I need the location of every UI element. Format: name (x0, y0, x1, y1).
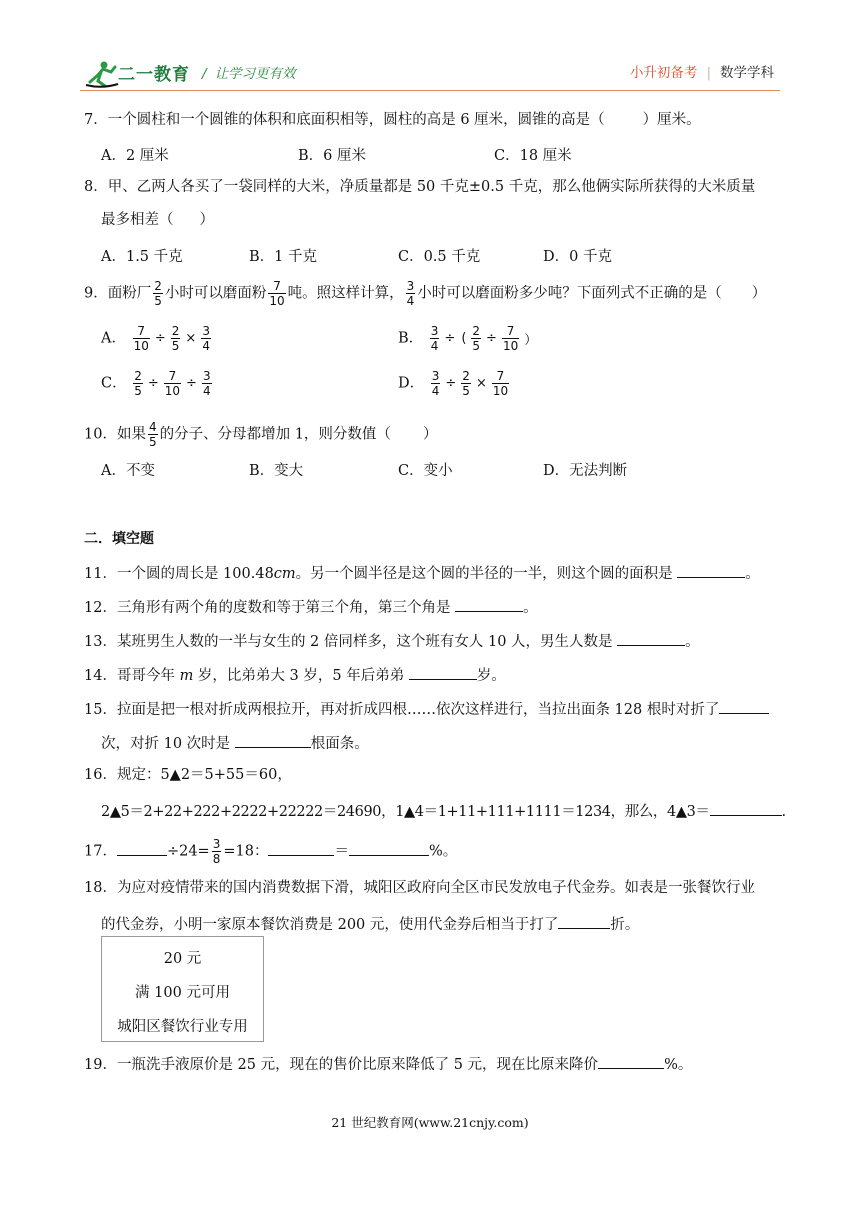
answer-blank[interactable] (677, 561, 745, 578)
exam-tag: 小升初备考 (629, 65, 698, 81)
subject-tag: 数学学科 (720, 65, 774, 81)
logo-text: 二一教育 (118, 65, 190, 85)
answer-blank[interactable] (558, 912, 610, 929)
answer-blank[interactable] (349, 839, 429, 856)
answer-blank[interactable] (719, 697, 769, 714)
question-17: 17． ÷24= $\frac{3}{8}$ =18： ＝ %。 (84, 837, 458, 866)
page-footer[interactable]: 21 世纪教育网(www.21cnjy.com) (331, 1115, 529, 1130)
question-18-cont: 的代金券，小明一家原本餐饮消费是 200 元，使用代金券后相当于打了 折。 (101, 912, 639, 935)
question-8-cont: 最多相差（ ） (101, 212, 214, 228)
q9-option-a: A． $\frac{7}{10}$ ÷ $\frac{2}{5}$ × $\frac{3}{4}$ (101, 324, 210, 353)
question-16-cont: 2▲5＝2+22+222+2222+22222＝24690，1▲4＝1+11+111+1111＝1234，那么，4▲3＝ . (101, 799, 786, 822)
fraction: $\frac{4}{5}$ (148, 420, 157, 449)
coupon-condition: 满 100 元可用 (135, 985, 230, 1001)
header-rule (80, 90, 780, 91)
q9-option-d: D． $\frac{3}{4}$ ÷ $\frac{2}{5}$ × $\frac{7}{10}$ (398, 369, 509, 398)
question-18: 18．为应对疫情带来的国内消费数据下滑，城阳区政府向全区市民发放电子代金券。如表是一张餐饮行业 (84, 880, 755, 896)
page-header (80, 56, 780, 94)
header-tags (630, 61, 774, 81)
question-19: 19．一瓶洗手液原价是 25 元，现在的售价比原来降低了 5 元，现在比原来降价 %。 (84, 1052, 692, 1075)
question-15: 15．拉面是把一根对折成两根拉开，再对折成四根……依次这样进行，当拉出面条 128 根时对折了 (84, 697, 769, 720)
fraction: $\frac{3}{8}$ (212, 837, 221, 866)
answer-blank[interactable] (409, 663, 477, 680)
q8-option-d: D．0 千克 (543, 249, 612, 265)
q10-option-b: B．变大 (249, 463, 304, 479)
q8-option-c: C．0.5 千克 (398, 249, 481, 265)
q9-option-b: B． $\frac{3}{4}$ ÷ ( $\frac{2}{5}$ ÷ $\frac{7}{10}$ ） (398, 324, 538, 353)
coupon-scope: 城阳区餐饮行业专用 (117, 1019, 248, 1035)
header-separator: | (706, 65, 711, 81)
q9-option-c: C． $\frac{2}{5}$ ÷ $\frac{7}{10}$ ÷ $\frac{3}{4}$ (101, 369, 211, 398)
coupon-box (101, 936, 264, 1042)
q7-option-a: A．2 厘米 (101, 148, 169, 164)
question-10: 10．如果 $\frac{4}{5}$ 的分子、分母都增加 1，则分数值（ ） (84, 420, 438, 449)
q7-option-b: B．6 厘米 (298, 148, 366, 164)
q7-option-c: C．18 厘米 (494, 148, 572, 164)
q10-option-d: D．无法判断 (543, 463, 628, 479)
question-11: 11．一个圆的周长是 100.48cm。另一个圆半径是这个圆的半径的一半，则这个圆的面积是 。 (84, 561, 760, 584)
q8-option-b: B．1 千克 (249, 249, 317, 265)
answer-blank[interactable] (710, 799, 782, 816)
answer-blank[interactable] (598, 1052, 664, 1069)
question-8: 8．甲、乙两人各买了一袋同样的大米，净质量都是 50 千克±0.5 千克，那么他俩实际所获得的大米质量 (84, 179, 756, 195)
answer-blank[interactable] (455, 595, 523, 612)
question-16: 16．规定：5▲2＝5+55＝60， (84, 767, 292, 783)
question-13: 13．某班男生人数的一半与女生的 2 倍同样多，这个班有女人 10 人，男生人数是 。 (84, 629, 700, 652)
section-heading: 二．填空题 (84, 531, 154, 547)
answer-blank[interactable] (268, 839, 334, 856)
q10-option-c: C．变小 (398, 463, 453, 479)
answer-blank[interactable] (117, 839, 167, 856)
question-15-cont: 次，对折 10 次时是 根面条。 (101, 731, 369, 754)
coupon-amount: 20 元 (163, 951, 202, 967)
question-12: 12．三角形有两个角的度数和等于第三个角，第三个角是 。 (84, 595, 538, 618)
fraction: $\frac{3}{4}$ (406, 279, 415, 308)
question-7: 7．一个圆柱和一个圆锥的体积和底面积相等，圆柱的高是 6 厘米，圆锥的高是（ ）厘米。 (84, 112, 701, 128)
q8-option-a: A．1.5 千克 (101, 249, 183, 265)
question-9: 9．面粉厂 $\frac{2}{5}$ 小时可以磨面粉 $\frac{7}{10}$ 吨。照这样计算， $\frac{3}{4}$ 小时可以磨面粉多少吨？下面列式不正确的是（ ） (84, 279, 767, 308)
fraction: $\frac{2}{5}$ (154, 279, 162, 308)
answer-blank[interactable] (235, 731, 311, 748)
answer-blank[interactable] (617, 629, 685, 646)
question-14: 14．哥哥今年 m 岁，比弟弟大 3 岁，5 年后弟弟 岁。 (84, 663, 506, 686)
fraction: $\frac{7}{10}$ (269, 279, 285, 308)
q10-option-a: A．不变 (101, 463, 155, 479)
slogan: / 让学习更有效 (202, 66, 296, 82)
